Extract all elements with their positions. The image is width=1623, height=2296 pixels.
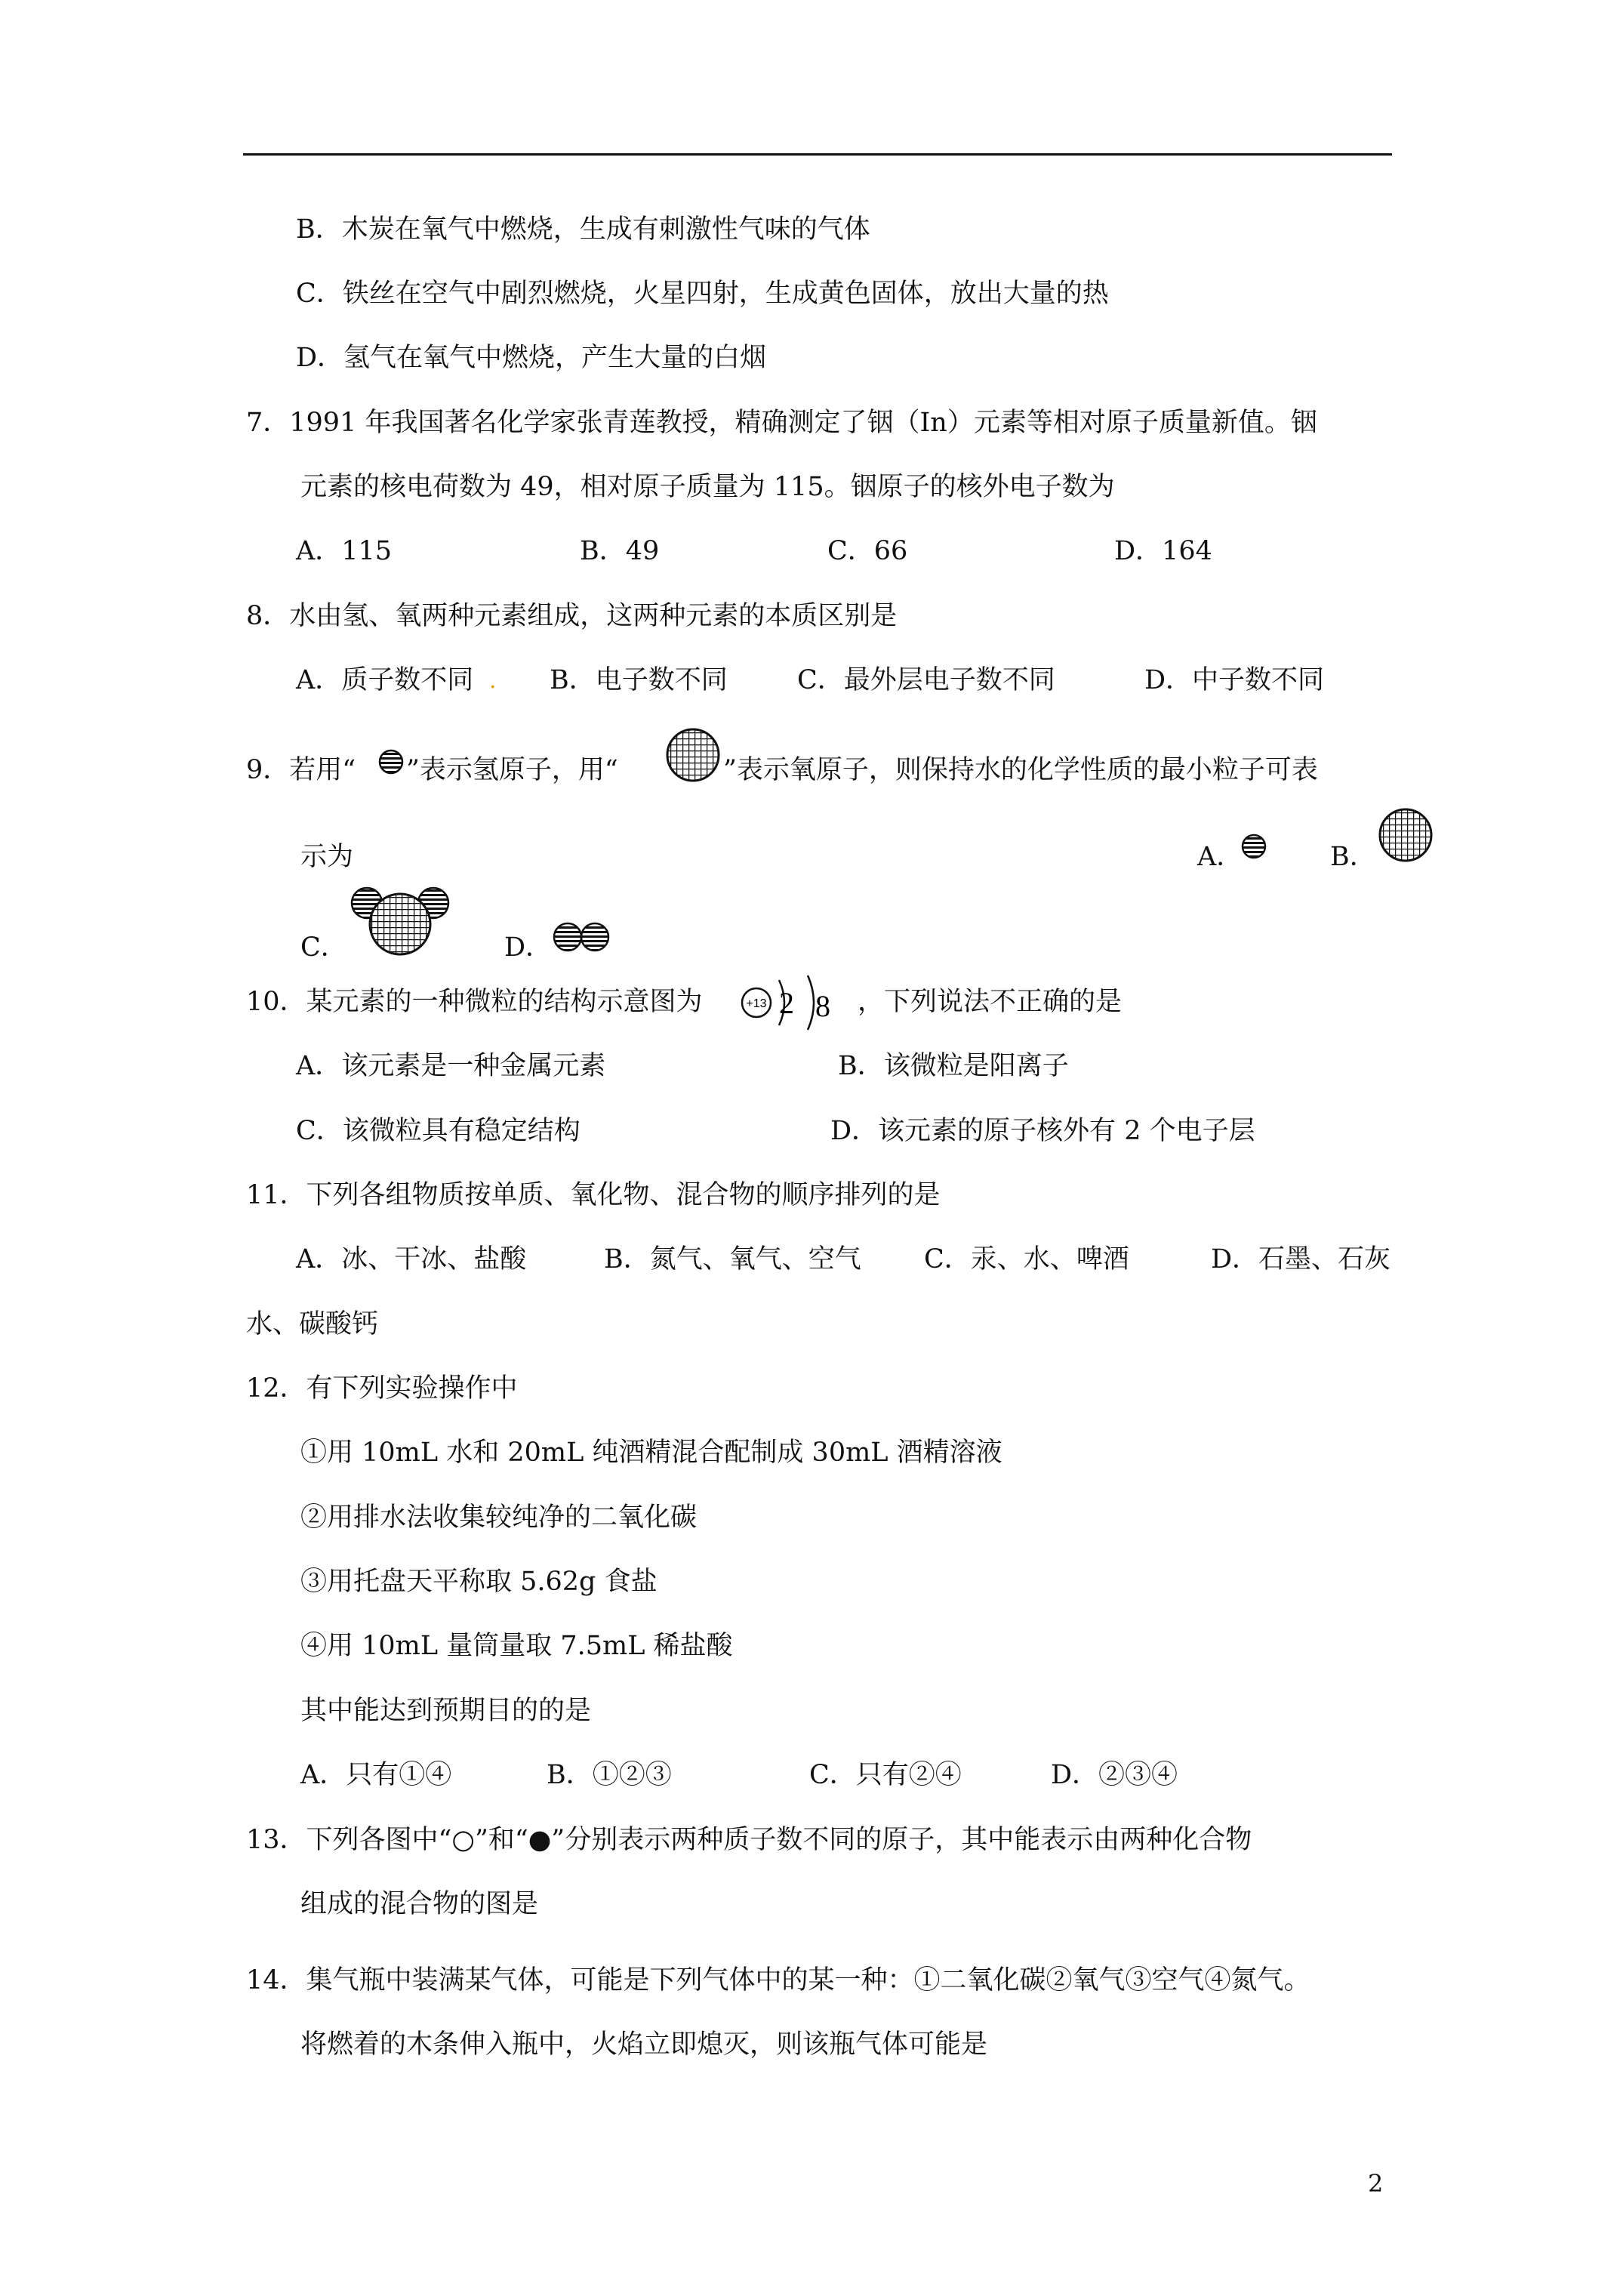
q9-stem-part1: 9．若用“ [246,755,356,785]
q9-option-d-hydrogen-molecule-icon [553,922,614,955]
q7-stem-line2: 元素的核电荷数为 49，相对原子质量为 115。铟原子的核外电子数为 [300,472,1115,502]
q12-option-b: B．①②③ [547,1760,672,1790]
q7-stem-line1: 7．1991 年我国著名化学家张青莲教授，精确测定了铟（In）元素等相对原子质量新值。铟 [246,408,1317,438]
q10-stem-part2: ，下列说法不正确的是 [858,987,1123,1017]
q9-option-b-oxygen-icon [1377,806,1436,865]
q10-stem-part1: 10．某元素的一种微粒的结构示意图为 [246,987,703,1017]
q11-option-b: B．氮气、氧气、空气 [604,1244,861,1274]
shell-2-electrons: 8 [815,989,830,1023]
q7-option-b: B．49 [580,536,660,566]
q8-option-a: A．质子数不同 [296,665,474,695]
q10-option-a: A．该元素是一种金属元素 [296,1051,606,1081]
q7-option-a: A．115 [296,536,393,566]
q8-option-b: B．电子数不同 [550,665,728,695]
q9-option-d-label: D． [504,932,553,963]
q12-option-c: C．只有②④ [809,1760,962,1790]
q12-item-2: ②用排水法收集较纯净的二氧化碳 [300,1502,698,1533]
q9-stem-part3: ”表示氧原子，则保持水的化学性质的最小粒子可表 [723,755,1318,785]
q11-stem: 11．下列各组物质按单质、氧化物、混合物的顺序排列的是 [246,1180,941,1210]
q13-stem-line1: 13．下列各图中“○”和“●”分别表示两种质子数不同的原子，其中能表示由两种化合物 [246,1825,1252,1855]
q13-stem-line2: 组成的混合物的图是 [300,1889,539,1919]
q14-stem-line2: 将燃着的木条伸入瓶中，火焰立即熄灭，则该瓶气体可能是 [300,2029,988,2060]
q9-stem-part2: ”表示氢原子，用“ [406,755,618,785]
q8-stem: 8．水由氢、氧两种元素组成，这两种元素的本质区别是 [246,601,898,631]
ion-structure-diagram [740,974,853,1034]
q6-option-d: D．氢气在氧气中燃烧，产生大量的白烟 [296,343,767,373]
shell-arc-2 [808,975,814,1030]
q12-option-d: D．②③④ [1051,1760,1178,1790]
q9-option-c-water-molecule-icon [347,885,453,960]
q6-option-c: C．铁丝在空气中剧烈燃烧，火星四射，生成黄色固体，放出大量的热 [296,279,1109,309]
q8-option-d: D．中子数不同 [1144,665,1325,695]
q11-option-d-continued: 水、碳酸钙 [246,1309,379,1339]
shell-1-electrons: 2 [779,986,794,1020]
q12-item-1: ①用 10mL 水和 20mL 纯酒精混合配制成 30mL 酒精溶液 [300,1438,1002,1468]
q9-stem-part4: 示为 [300,842,354,872]
q10-option-d: D．该元素的原子核外有 2 个电子层 [830,1116,1255,1146]
q9-option-a-hydrogen-icon [1240,833,1270,863]
q12-item-3: ③用托盘天平称取 5.62g 食盐 [300,1567,658,1597]
q11-option-a: A．冰、干冰、盐酸 [296,1244,527,1274]
nucleus-charge: +13 [746,997,767,1010]
q12-prompt: 其中能达到预期目的的是 [300,1696,592,1726]
q8-option-c: C．最外层电子数不同 [797,665,1055,695]
q9-option-c-label: C． [300,932,347,963]
q11-option-c: C．汞、水、啤酒 [924,1244,1129,1274]
header-rule [243,153,1392,156]
q9-option-b-label: B． [1330,842,1376,872]
q6-option-b: B．木炭在氧气中燃烧，生成有刺激性气味的气体 [296,214,870,245]
q9-option-a-label: A． [1197,842,1243,872]
page-number: 2 [1368,2169,1384,2198]
q7-option-d: D．164 [1114,536,1212,566]
q10-option-b: B．该微粒是阳离子 [838,1051,1069,1081]
q14-stem-line1: 14．集气瓶中装满某气体，可能是下列气体中的某一种：①二氧化碳②氧气③空气④氮气。 [246,1965,1310,1996]
q11-option-d: D．石墨、石灰 [1211,1244,1391,1274]
q12-option-a: A．只有①④ [300,1760,452,1790]
q10-option-c: C．该微粒具有稳定结构 [296,1116,581,1146]
hydrogen-atom-icon [377,748,408,778]
q12-stem: 12．有下列实验操作中 [246,1373,518,1404]
orange-dot-mark: . [489,667,497,694]
q12-item-4: ④用 10mL 量筒量取 7.5mL 稀盐酸 [300,1631,733,1661]
oxygen-atom-icon [664,726,722,784]
q7-option-c: C．66 [827,536,908,566]
